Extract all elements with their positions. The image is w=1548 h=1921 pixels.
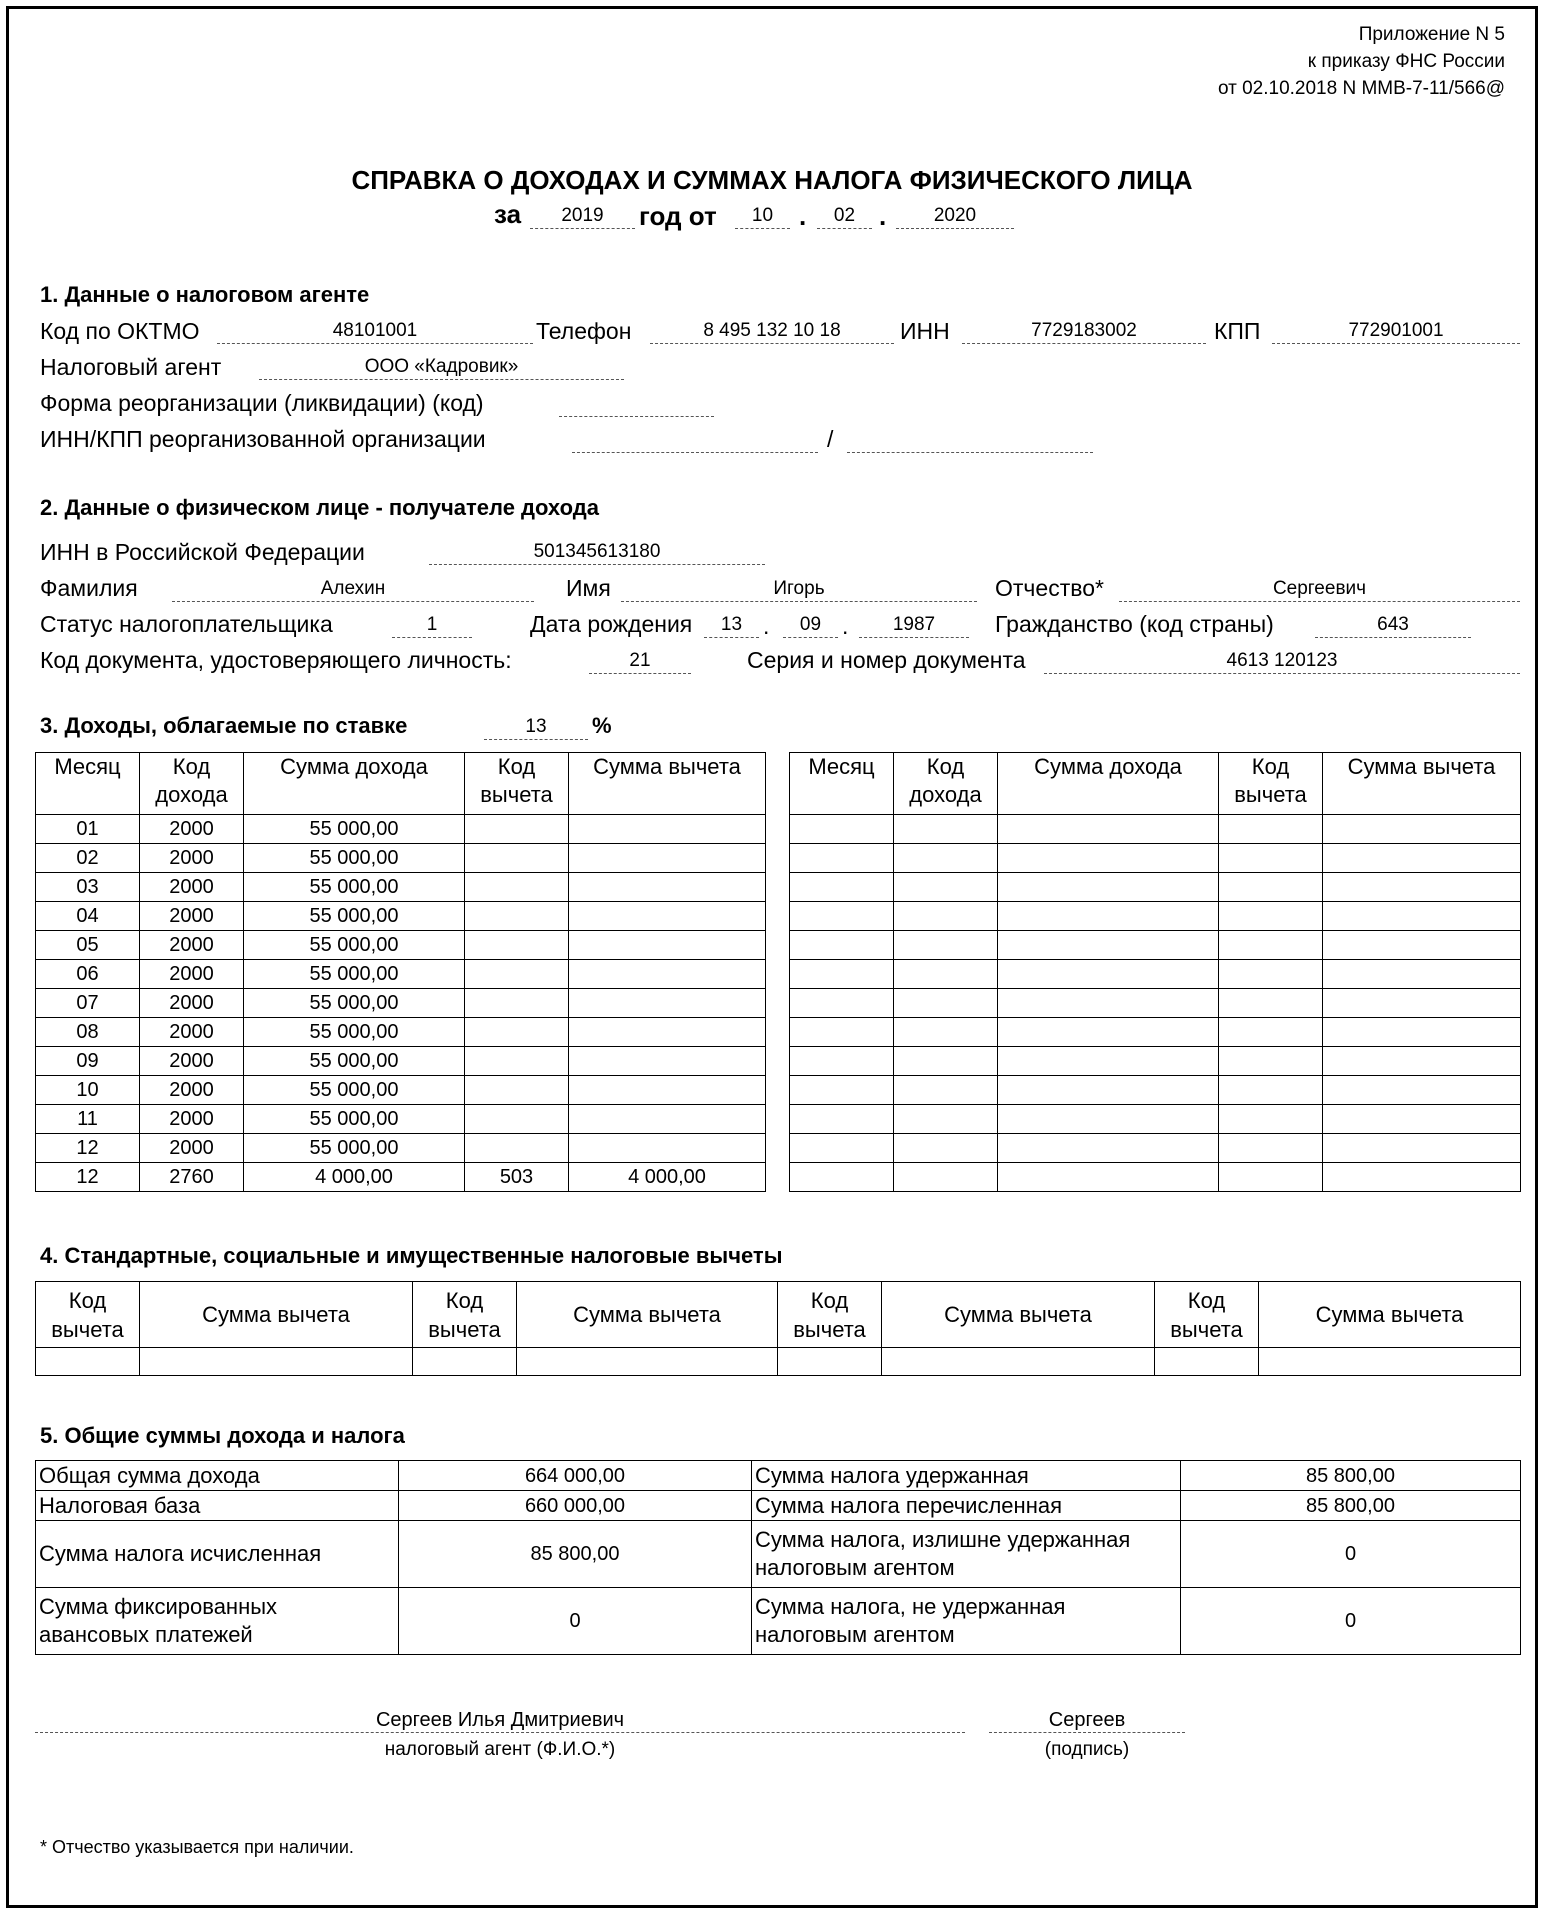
income-sum-cell: 55 000,00	[244, 902, 465, 931]
tax-base-label: Налоговая база	[36, 1491, 399, 1521]
surname-field: Алехин	[172, 578, 534, 602]
tax-not-withheld-label: Сумма налога, не удержанная налоговым агентом	[752, 1588, 1181, 1655]
deduction-code-cell	[465, 1018, 569, 1047]
income-code-cell: 2000	[140, 1105, 244, 1134]
income-row	[36, 931, 766, 960]
income-row-empty	[790, 1105, 1521, 1134]
deduction-code-cell	[465, 1076, 569, 1105]
phone-field: 8 495 132 10 18	[650, 320, 894, 344]
deduction-sum-cell	[569, 1018, 766, 1047]
col-deduction-sum: Сумма вычета	[1323, 753, 1521, 815]
agent-label: Налоговый агент	[40, 354, 222, 380]
month-cell: 07	[36, 989, 140, 1018]
title-za: за	[494, 199, 522, 229]
total-income-label: Общая сумма дохода	[36, 1461, 399, 1491]
dob-label: Дата рождения	[530, 611, 693, 637]
col-month: Месяц	[790, 753, 894, 815]
agent-field: ООО «Кадровик»	[259, 356, 624, 380]
income-sum-cell: 55 000,00	[244, 1105, 465, 1134]
income-row	[36, 1134, 766, 1163]
name-label: Имя	[566, 575, 611, 601]
deduction-code-cell	[465, 815, 569, 844]
income-code-cell: 2760	[140, 1163, 244, 1192]
deduction-code-cell	[465, 902, 569, 931]
col-month: Месяц	[36, 753, 140, 815]
month-cell: 06	[36, 960, 140, 989]
month-cell: 04	[36, 902, 140, 931]
month-cell: 09	[36, 1047, 140, 1076]
income-row-empty	[790, 1134, 1521, 1163]
status-label: Статус налогоплательщика	[40, 611, 333, 637]
total-income-value: 664 000,00	[399, 1461, 752, 1491]
deduction-sum-cell: 4 000,00	[569, 1163, 766, 1192]
col-income-code: Код дохода	[140, 753, 244, 815]
income-sum-cell: 55 000,00	[244, 1047, 465, 1076]
tax-excess-label: Сумма налога, излишне удержанная налоговым агентом	[752, 1521, 1181, 1588]
income-table-right	[789, 752, 1521, 1192]
title-day-field: 10	[735, 205, 790, 229]
deduction-sum-header-4: Сумма вычета	[1259, 1282, 1521, 1348]
doc-series-field: 4613 120123	[1044, 650, 1520, 674]
income-row-empty	[790, 931, 1521, 960]
section-2-heading: 2. Данные о физическом лице - получателе дохода	[40, 495, 599, 520]
income-code-cell: 2000	[140, 844, 244, 873]
deduction-sum-cell	[569, 989, 766, 1018]
kpp-label: КПП	[1214, 318, 1261, 344]
income-code-cell: 2000	[140, 1134, 244, 1163]
income-row-empty	[790, 1047, 1521, 1076]
income-code-cell: 2000	[140, 815, 244, 844]
citizenship-field: 643	[1315, 614, 1471, 638]
deduction-sum-cell	[569, 873, 766, 902]
income-row-empty	[790, 1163, 1521, 1192]
dob-dot-1: .	[763, 613, 770, 639]
appendix-line-1: Приложение N 5	[1358, 24, 1505, 45]
signature-field: Сергеев	[989, 1709, 1185, 1733]
rate-field: 13	[484, 716, 588, 740]
income-code-cell: 2000	[140, 960, 244, 989]
reorg-kpp-field	[847, 429, 1093, 453]
deductions-empty-row	[36, 1348, 1521, 1376]
kpp-field: 772901001	[1272, 320, 1520, 344]
tax-withheld-value: 85 800,00	[1181, 1461, 1521, 1491]
document-title: СПРАВКА О ДОХОДАХ И СУММАХ НАЛОГА ФИЗИЧЕСКОГО ЛИЦА	[351, 165, 1193, 195]
tax-transferred-label: Сумма налога перечисленная	[752, 1491, 1181, 1521]
tax-withheld-label: Сумма налога удержанная	[752, 1461, 1181, 1491]
income-row-empty	[790, 989, 1521, 1018]
deduction-code-header-1: Код вычета	[36, 1282, 140, 1348]
surname-label: Фамилия	[40, 575, 138, 601]
doc-code-label: Код документа, удостоверяющего личность:	[40, 647, 512, 673]
tax-calc-value: 85 800,00	[399, 1521, 752, 1588]
fixed-advance-label: Сумма фиксированных авансовых платежей	[36, 1588, 399, 1655]
patronymic-label: Отчество*	[995, 575, 1104, 601]
agent-inn-field: 7729183002	[962, 320, 1206, 344]
footnote: * Отчество указывается при наличии.	[40, 1837, 354, 1857]
deduction-sum-cell	[569, 1105, 766, 1134]
income-sum-cell: 55 000,00	[244, 1076, 465, 1105]
signature-caption: (подпись)	[1044, 1739, 1130, 1760]
income-sum-cell: 55 000,00	[244, 960, 465, 989]
deduction-code-header-2: Код вычета	[413, 1282, 517, 1348]
name-field: Игорь	[621, 578, 977, 602]
month-cell: 03	[36, 873, 140, 902]
income-sum-cell: 55 000,00	[244, 844, 465, 873]
deduction-code-cell	[465, 873, 569, 902]
income-code-cell: 2000	[140, 1047, 244, 1076]
deductions-table	[35, 1281, 1521, 1376]
title-year-field: 2019	[530, 205, 635, 229]
income-code-cell: 2000	[140, 1018, 244, 1047]
reorg-inn-label: ИНН/КПП реорганизованной организации	[40, 426, 486, 452]
section-1-heading: 1. Данные о налоговом агенте	[40, 282, 370, 307]
deduction-sum-header-2: Сумма вычета	[517, 1282, 778, 1348]
rate-percent: %	[592, 713, 612, 738]
totals-table	[35, 1460, 1521, 1655]
income-sum-cell: 55 000,00	[244, 931, 465, 960]
deduction-sum-cell	[569, 1134, 766, 1163]
deduction-code-cell	[465, 1105, 569, 1134]
income-row-empty	[790, 815, 1521, 844]
reorg-inn-field	[572, 429, 818, 453]
month-cell: 02	[36, 844, 140, 873]
month-cell: 11	[36, 1105, 140, 1134]
dob-month-field: 09	[783, 614, 838, 638]
income-sum-cell: 55 000,00	[244, 1134, 465, 1163]
deduction-code-cell	[465, 1134, 569, 1163]
title-god-ot: год от	[639, 201, 717, 231]
status-field: 1	[392, 614, 472, 638]
deduction-code-header-3: Код вычета	[778, 1282, 882, 1348]
reorg-form-field	[559, 393, 714, 417]
income-row	[36, 1105, 766, 1134]
deduction-code-header-4: Код вычета	[1155, 1282, 1259, 1348]
month-cell: 08	[36, 1018, 140, 1047]
title-month-field: 02	[817, 205, 872, 229]
deduction-sum-cell	[569, 931, 766, 960]
income-row-empty	[790, 960, 1521, 989]
appendix-line-3: от 02.10.2018 N ММВ-7-11/566@	[1217, 78, 1505, 99]
income-row	[36, 1018, 766, 1047]
income-row	[36, 1163, 766, 1192]
oktmo-field: 48101001	[217, 320, 533, 344]
tax-transferred-value: 85 800,00	[1181, 1491, 1521, 1521]
deduction-code-cell	[465, 989, 569, 1018]
col-income-sum: Сумма дохода	[244, 753, 465, 815]
tax-calc-label: Сумма налога исчисленная	[36, 1521, 399, 1588]
deduction-code-cell: 503	[465, 1163, 569, 1192]
agent-fio-caption: налоговый агент (Ф.И.О.*)	[384, 1739, 616, 1760]
person-inn-field: 501345613180	[429, 541, 765, 565]
patronymic-field: Сергеевич	[1119, 578, 1520, 602]
deduction-sum-cell	[569, 815, 766, 844]
deduction-sum-cell	[569, 1076, 766, 1105]
income-sum-cell: 4 000,00	[244, 1163, 465, 1192]
person-inn-label: ИНН в Российской Федерации	[40, 539, 365, 565]
income-sum-cell: 55 000,00	[244, 989, 465, 1018]
document-page	[6, 6, 1538, 1908]
income-table-left	[35, 752, 766, 1192]
title-dot-2: .	[879, 201, 887, 231]
deduction-sum-cell	[569, 902, 766, 931]
income-code-cell: 2000	[140, 989, 244, 1018]
doc-series-label: Серия и номер документа	[747, 647, 1026, 673]
col-deduction-sum: Сумма вычета	[569, 753, 766, 815]
dob-day-field: 13	[704, 614, 759, 638]
appendix-block	[1218, 21, 1505, 102]
income-row-empty	[790, 873, 1521, 902]
deduction-code-cell	[465, 1047, 569, 1076]
col-deduction-code: Код вычета	[1219, 753, 1323, 815]
deduction-code-cell	[465, 931, 569, 960]
deduction-sum-cell	[569, 960, 766, 989]
phone-label: Телефон	[536, 318, 632, 344]
section-3-heading: 3. Доходы, облагаемые по ставке	[40, 713, 408, 738]
income-code-cell: 2000	[140, 1076, 244, 1105]
income-row	[36, 902, 766, 931]
agent-inn-label: ИНН	[900, 318, 950, 344]
month-cell: 12	[36, 1134, 140, 1163]
deduction-code-cell	[465, 960, 569, 989]
title-dot-1: .	[799, 201, 807, 231]
doc-code-field: 21	[589, 650, 691, 674]
col-deduction-code: Код вычета	[465, 753, 569, 815]
tax-excess-value: 0	[1181, 1521, 1521, 1588]
deduction-sum-header-3: Сумма вычета	[882, 1282, 1155, 1348]
income-row-empty	[790, 902, 1521, 931]
income-row-empty	[790, 844, 1521, 873]
appendix-line-2: к приказу ФНС России	[1307, 51, 1505, 72]
deduction-sum-cell	[569, 1047, 766, 1076]
oktmo-label: Код по ОКТМО	[40, 318, 200, 344]
deduction-sum-cell	[569, 844, 766, 873]
income-row	[36, 873, 766, 902]
income-row	[36, 1047, 766, 1076]
col-income-sum: Сумма дохода	[998, 753, 1219, 815]
income-code-cell: 2000	[140, 873, 244, 902]
col-income-code: Код дохода	[894, 753, 998, 815]
month-cell: 10	[36, 1076, 140, 1105]
deduction-sum-header-1: Сумма вычета	[140, 1282, 413, 1348]
fixed-advance-value: 0	[399, 1588, 752, 1655]
income-row	[36, 815, 766, 844]
reorg-slash: /	[827, 426, 834, 452]
income-sum-cell: 55 000,00	[244, 815, 465, 844]
income-code-cell: 2000	[140, 902, 244, 931]
month-cell: 05	[36, 931, 140, 960]
deduction-code-cell	[465, 844, 569, 873]
income-sum-cell: 55 000,00	[244, 1018, 465, 1047]
income-sum-cell: 55 000,00	[244, 873, 465, 902]
tax-base-value: 660 000,00	[399, 1491, 752, 1521]
income-code-cell: 2000	[140, 931, 244, 960]
reorg-form-label: Форма реорганизации (ликвидации) (код)	[40, 390, 484, 416]
dob-year-field: 1987	[859, 614, 969, 638]
month-cell: 12	[36, 1163, 140, 1192]
dob-dot-2: .	[842, 613, 849, 639]
income-row	[36, 960, 766, 989]
section-5-heading: 5. Общие суммы дохода и налога	[40, 1423, 405, 1448]
income-row-empty	[790, 1076, 1521, 1105]
month-cell: 01	[36, 815, 140, 844]
income-row	[36, 989, 766, 1018]
tax-not-withheld-value: 0	[1181, 1588, 1521, 1655]
section-4-heading: 4. Стандартные, социальные и имущественные налоговые вычеты	[40, 1243, 783, 1268]
income-row	[36, 1076, 766, 1105]
title-date-year-field: 2020	[896, 205, 1014, 229]
citizenship-label: Гражданство (код страны)	[995, 611, 1274, 637]
income-row	[36, 844, 766, 873]
agent-fio-field: Сергеев Илья Дмитриевич	[35, 1709, 965, 1733]
income-row-empty	[790, 1018, 1521, 1047]
